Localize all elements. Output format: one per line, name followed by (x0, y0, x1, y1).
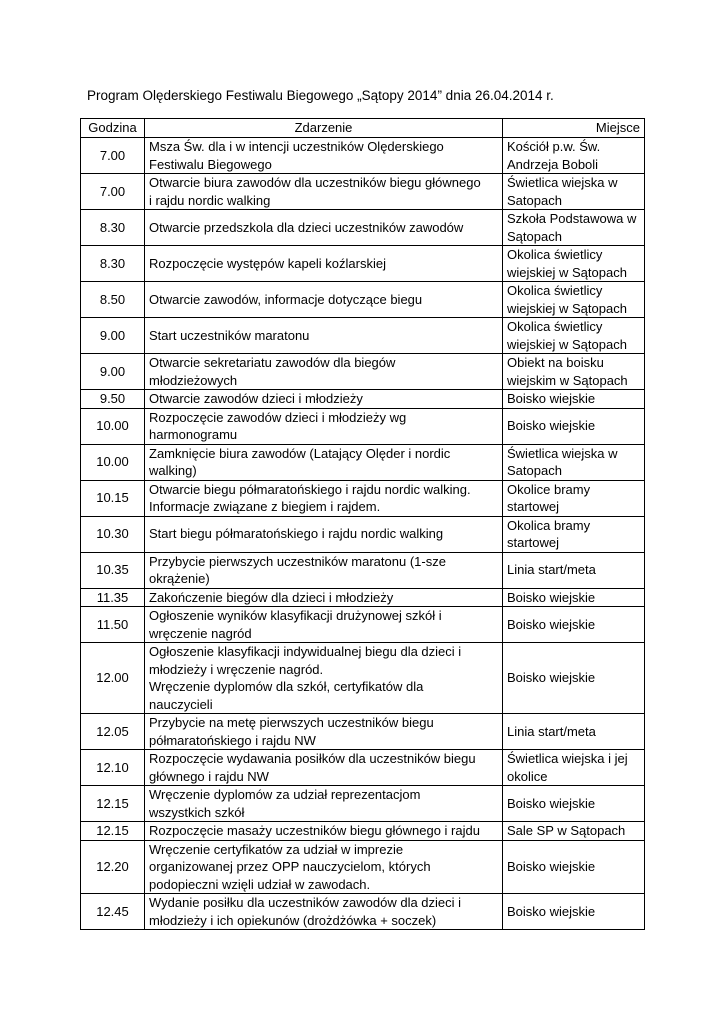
cell-event-text: Ogłoszenie klasyfikacji indywidualnej biegu dla dzieci i młodzieży i wręczenie nagród. Wręczenie dyplomów dla szkół, certyfikatów dla nauczycieli (149, 644, 462, 712)
cell-time-text: 7.00 (99, 147, 126, 163)
table-row (81, 516, 645, 552)
cell-place (503, 246, 645, 282)
cell-event-text: Wydanie posiłku dla uczestników zawodów dla dzieci i młodzieży i ich opiekunów (drożdżówka + soczek) (149, 895, 462, 928)
cell-time (81, 408, 145, 444)
cell-time (81, 552, 145, 588)
cell-time-text: 9.00 (99, 363, 126, 379)
table-row (81, 246, 645, 282)
cell-event (145, 408, 503, 444)
cell-event-text: Zakończenie biegów dla dzieci i młodzieży (149, 589, 394, 605)
cell-time-text: 10.00 (96, 418, 129, 434)
cell-event-text: Rozpoczęcie występów kapeli koźlarskiej (149, 255, 386, 271)
cell-time (81, 246, 145, 282)
cell-time (81, 390, 145, 409)
cell-event-text: Przybycie pierwszych uczestników maratonu (1-sze okrążenie) (149, 553, 446, 586)
cell-time-text: 12.20 (96, 859, 129, 874)
cell-event-text: Otwarcie sekretariatu zawodów dla biegów młodzieżowych (149, 355, 396, 388)
table-row (81, 444, 645, 480)
cell-event-text: Zamknięcie biura zawodów (Latający Olęder i nordic walking) (149, 445, 451, 478)
cell-place (503, 444, 645, 480)
cell-event-text: Start uczestników maratonu (149, 327, 310, 343)
cell-time (81, 714, 145, 750)
column-header-event: Zdarzenie (145, 119, 503, 138)
cell-place (503, 516, 645, 552)
cell-place (503, 750, 645, 786)
cell-time-text: 10.00 (96, 454, 129, 470)
cell-place (503, 174, 645, 210)
cell-place (503, 282, 645, 318)
cell-event-text: Rozpoczęcie wydawania posiłków dla uczestników biegu głównego i rajdu NW (149, 751, 476, 784)
table-row (81, 138, 645, 174)
page-title: Program Olęderskiego Festiwalu Biegowego „Sątopy 2014” dnia 26.04.2014 r. (87, 88, 554, 103)
cell-time (81, 588, 145, 607)
cell-time (81, 786, 145, 822)
table-row (81, 282, 645, 318)
cell-place (503, 138, 645, 174)
cell-place-text: Boisko wiejskie (507, 903, 596, 919)
cell-time-text: 10.15 (96, 490, 129, 506)
cell-event (145, 643, 503, 714)
cell-event (145, 840, 503, 894)
cell-time (81, 138, 145, 174)
cell-place (503, 408, 645, 444)
cell-place-text: Boisko wiejskie (507, 418, 596, 434)
cell-event (145, 210, 503, 246)
cell-time-text: 12.15 (96, 823, 129, 838)
cell-place (503, 607, 645, 643)
cell-event (145, 516, 503, 552)
cell-event (145, 480, 503, 516)
cell-time (81, 840, 145, 894)
cell-event-text: Wręczenie certyfikatów za udział w imprezie organizowanej przez OPP nauczycielom, których podopieczni wzięli udział w zawodach. (149, 841, 431, 892)
cell-place (503, 210, 645, 246)
cell-place-text: Sale SP w Sątopach (507, 823, 626, 838)
cell-time (81, 894, 145, 930)
table-row (81, 174, 645, 210)
column-header-time: Godzina (81, 119, 145, 138)
cell-time-text: 12.15 (96, 795, 129, 811)
cell-place (503, 588, 645, 607)
cell-time-text: 12.00 (96, 670, 129, 686)
table-row (81, 822, 645, 841)
cell-event-text: Otwarcie biura zawodów dla uczestników biegu głównego i rajdu nordic walking (149, 175, 481, 208)
cell-place (503, 354, 645, 390)
cell-time-text: 8.30 (99, 255, 126, 271)
cell-time-text: 9.50 (99, 391, 126, 406)
cell-event (145, 750, 503, 786)
cell-time (81, 516, 145, 552)
cell-time (81, 354, 145, 390)
table-row (81, 354, 645, 390)
table-row (81, 714, 645, 750)
cell-place-text: Boisko wiejskie (507, 391, 596, 406)
cell-event (145, 138, 503, 174)
cell-event-text: Otwarcie biegu półmaratońskiego i rajdu nordic walking. Informacje związane z biegiem i rajdem. (149, 481, 471, 514)
cell-event-text: Przybycie na metę pierwszych uczestników biegu półmaratońskiego i rajdu NW (149, 715, 434, 748)
cell-event-text: Msza Św. dla i w intencji uczestników Olęderskiego Festiwalu Biegowego (149, 139, 444, 172)
cell-place-text: Linia start/meta (507, 562, 596, 578)
cell-time (81, 750, 145, 786)
table-row (81, 894, 645, 930)
cell-time (81, 174, 145, 210)
cell-event (145, 894, 503, 930)
cell-place-text: Kościół p.w. Św. Andrzeja Boboli (507, 139, 601, 172)
cell-place-text: Świetlica wiejska w Satopach (507, 175, 618, 208)
cell-event (145, 318, 503, 354)
cell-event (145, 390, 503, 409)
cell-time-text: 12.10 (96, 759, 129, 775)
cell-place-text: Boisko wiejskie (507, 670, 596, 686)
cell-time-text: 8.30 (99, 219, 126, 235)
cell-place-text: Boisko wiejskie (507, 589, 596, 605)
cell-time-text: 8.50 (99, 291, 126, 307)
cell-place (503, 643, 645, 714)
schedule-table (80, 118, 645, 930)
cell-time-text: 11.35 (96, 589, 129, 605)
cell-time-text: 12.45 (96, 903, 129, 919)
table-row (81, 390, 645, 409)
table-row (81, 408, 645, 444)
cell-event-text: Start biegu półmaratońskiego i rajdu nordic walking (149, 526, 444, 542)
cell-place (503, 552, 645, 588)
cell-time-text: 11.50 (96, 616, 129, 632)
table-header-row (81, 119, 645, 138)
cell-time (81, 444, 145, 480)
cell-event-text: Wręczenie dyplomów za udział reprezentacjom wszystkich szkół (149, 787, 421, 820)
cell-event (145, 786, 503, 822)
cell-event (145, 174, 503, 210)
cell-time-text: 12.05 (96, 723, 129, 739)
table-row (81, 643, 645, 714)
cell-time-text: 7.00 (99, 183, 126, 199)
cell-event (145, 822, 503, 841)
cell-time-text: 10.35 (96, 562, 129, 578)
table-row (81, 786, 645, 822)
cell-event (145, 354, 503, 390)
cell-place-text: Świetlica wiejska w Satopach (507, 445, 618, 478)
cell-place-text: Świetlica wiejska i jej okolice (507, 751, 628, 784)
cell-event-text: Otwarcie przedszkola dla dzieci uczestników zawodów (149, 219, 464, 235)
cell-place-text: Okolica świetlicy wiejskiej w Sątopach (507, 247, 627, 280)
cell-event (145, 246, 503, 282)
cell-place (503, 390, 645, 409)
table-row (81, 840, 645, 894)
cell-time-text: 10.30 (96, 526, 129, 542)
cell-place-text: Okolica świetlicy wiejskiej w Sątopach (507, 283, 627, 316)
table-row (81, 750, 645, 786)
cell-place (503, 480, 645, 516)
table-body (81, 138, 645, 930)
table-row (81, 210, 645, 246)
cell-time (81, 480, 145, 516)
cell-place-text: Boisko wiejskie (507, 795, 596, 811)
table-row (81, 552, 645, 588)
cell-place (503, 714, 645, 750)
cell-event-text: Otwarcie zawodów, informacje dotyczące biegu (149, 291, 423, 307)
cell-time (81, 318, 145, 354)
cell-event (145, 552, 503, 588)
table-row (81, 318, 645, 354)
cell-event-text: Otwarcie zawodów dzieci i młodzieży (149, 391, 363, 406)
cell-event-text: Rozpoczęcie masaży uczestników biegu głównego i rajdu (149, 823, 480, 838)
cell-place (503, 822, 645, 841)
table-row (81, 480, 645, 516)
cell-place-text: Linia start/meta (507, 723, 596, 739)
table-row (81, 588, 645, 607)
column-header-place: Miejsce (503, 119, 645, 138)
cell-event (145, 444, 503, 480)
cell-place (503, 840, 645, 894)
cell-place-text: Boisko wiejskie (507, 616, 596, 632)
cell-place (503, 786, 645, 822)
cell-event-text: Rozpoczęcie zawodów dzieci i młodzieży wg harmonogramu (149, 409, 407, 442)
cell-place (503, 894, 645, 930)
cell-event (145, 607, 503, 643)
cell-event-text: Ogłoszenie wyników klasyfikacji drużynowej szkół i wręczenie nagród (149, 608, 442, 641)
cell-place-text: Boisko wiejskie (507, 859, 596, 874)
cell-event (145, 282, 503, 318)
cell-event (145, 588, 503, 607)
cell-event (145, 714, 503, 750)
cell-time (81, 282, 145, 318)
cell-place-text: Okolice bramy startowej (507, 481, 591, 514)
cell-time-text: 9.00 (99, 327, 126, 343)
table-row (81, 607, 645, 643)
cell-place-text: Obiekt na boisku wiejskim w Sątopach (507, 355, 628, 388)
cell-time (81, 643, 145, 714)
cell-time (81, 210, 145, 246)
cell-time (81, 822, 145, 841)
cell-time (81, 607, 145, 643)
cell-place-text: Okolica bramy startowej (507, 517, 591, 550)
cell-place (503, 318, 645, 354)
cell-place-text: Szkoła Podstawowa w Sątopach (507, 211, 637, 244)
cell-place-text: Okolica świetlicy wiejskiej w Sątopach (507, 319, 627, 352)
